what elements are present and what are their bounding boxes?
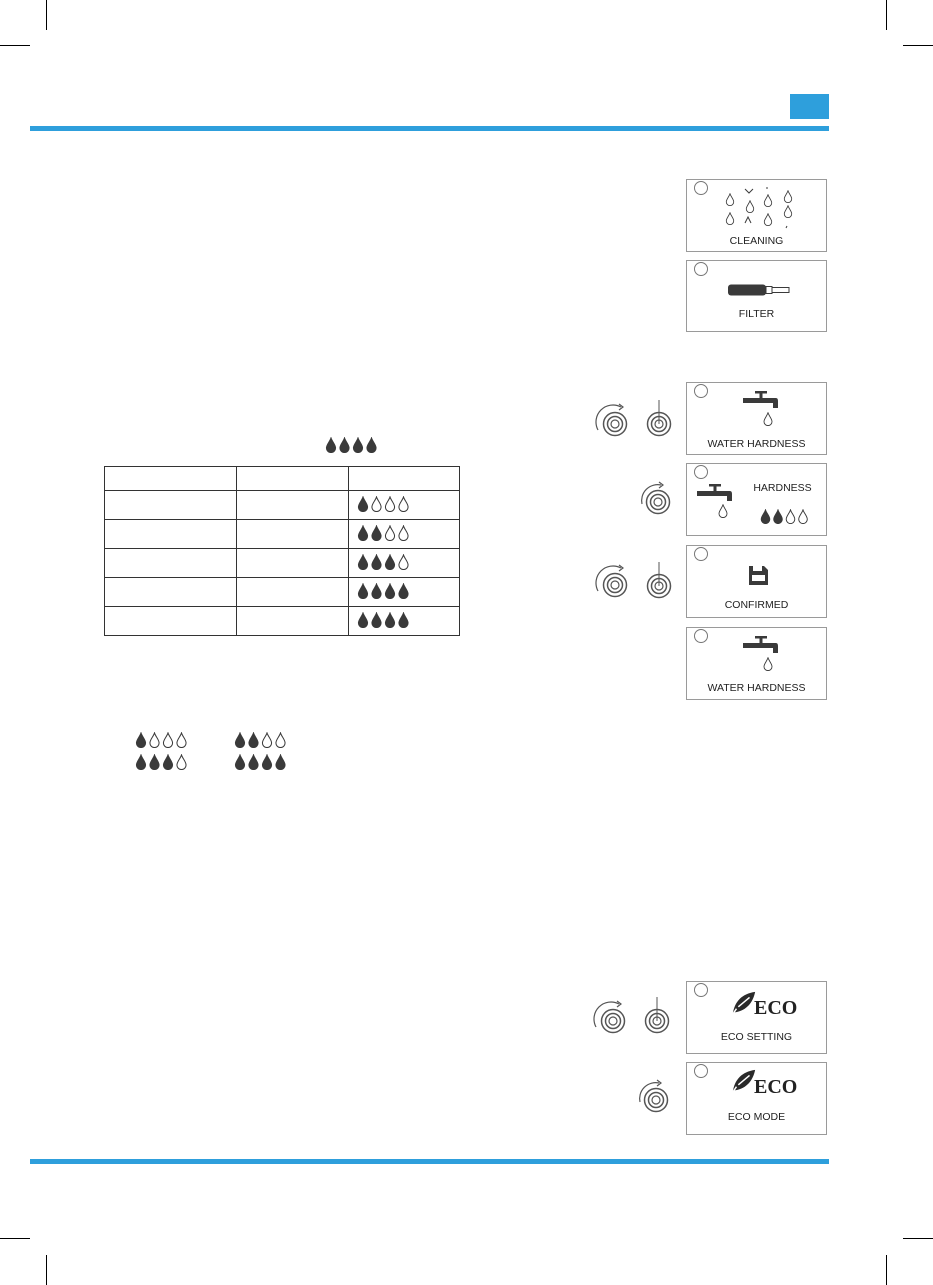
drop-level-icons (357, 496, 410, 512)
drop-level-icons (357, 583, 410, 599)
empty-drop-icon (399, 526, 408, 541)
filled-drop-icon (358, 555, 367, 570)
empty-drop-icon (177, 755, 186, 770)
table-cell (237, 520, 349, 549)
filled-drop-icon (358, 584, 367, 599)
crop-mark (0, 45, 30, 46)
crop-mark (46, 0, 47, 30)
water-drops-icon (723, 186, 797, 232)
table-cell-level (349, 578, 460, 607)
table-row (105, 549, 460, 578)
drop-level-icons (234, 732, 287, 748)
rotate-knob-icon[interactable] (593, 999, 631, 1039)
eco-leaf-icon (729, 990, 757, 1018)
hardness-option (135, 754, 188, 775)
table-cell (105, 578, 237, 607)
table-cell-level (349, 520, 460, 549)
step-number-circle (694, 629, 708, 643)
empty-drop-icon (150, 733, 159, 748)
display-cleaning (686, 179, 827, 252)
section-tab (790, 94, 829, 119)
filled-drop-icon (372, 613, 381, 628)
eco-logo-text: ECO (754, 1076, 798, 1098)
hardness-header-indicator (325, 437, 378, 458)
hardness-options (135, 732, 305, 776)
empty-drop-icon (385, 497, 394, 512)
filled-drop-icon (249, 733, 258, 748)
press-knob-icon[interactable] (642, 997, 672, 1037)
hardness-level-indicator (349, 609, 459, 633)
crop-mark (0, 1238, 30, 1239)
display-label: WATER HARDNESS (707, 682, 806, 694)
drop-level-icons (760, 509, 809, 524)
crop-mark (903, 1238, 933, 1239)
step-number-circle (694, 262, 708, 276)
display-label: ECO SETTING (720, 1031, 793, 1043)
table-cell (105, 491, 237, 520)
display-label: CONFIRMED (724, 599, 789, 611)
display-label: FILTER (738, 308, 775, 320)
display-label: CLEANING (729, 235, 784, 247)
filled-drop-icon (235, 755, 244, 770)
empty-drop-icon (399, 497, 408, 512)
drop-level-icons (135, 754, 188, 770)
filled-drop-icon (235, 733, 244, 748)
step-number-circle (694, 181, 708, 195)
filled-drop-icon (136, 733, 145, 748)
filled-drop-icon (385, 613, 394, 628)
filled-drop-icon (358, 526, 367, 541)
table-cell (105, 520, 237, 549)
table-cell (105, 607, 237, 636)
table-cell-level (349, 549, 460, 578)
table-header-row (105, 467, 460, 491)
header-rule (30, 126, 829, 131)
display-label: ECO MODE (727, 1111, 786, 1123)
drop-level-icons (357, 612, 410, 628)
filled-drop-icon (276, 755, 285, 770)
filled-drop-icon (358, 613, 367, 628)
filled-drop-icon (367, 438, 376, 453)
hardness-level-indicator (349, 580, 459, 604)
table-header-cell (349, 467, 460, 491)
filled-drop-icon (358, 497, 367, 512)
table-row (105, 578, 460, 607)
filter-cartridge-icon (727, 283, 791, 297)
filled-drop-icon (150, 755, 159, 770)
display-hardness-setting (686, 463, 827, 536)
filled-drop-icon (262, 755, 271, 770)
filled-drop-icon (385, 584, 394, 599)
hardness-level-indicator (349, 551, 459, 575)
drop-level-icons (357, 525, 410, 541)
display-filter (686, 260, 827, 332)
empty-drop-icon (276, 733, 285, 748)
empty-drop-icon (163, 733, 172, 748)
table-cell (237, 549, 349, 578)
step-number-circle (694, 983, 708, 997)
drop-level-icons (357, 554, 410, 570)
rotate-knob-icon[interactable] (634, 1078, 672, 1118)
hardness-level-indicator (349, 493, 459, 517)
empty-drop-icon (385, 526, 394, 541)
display-label: WATER HARDNESS (707, 438, 806, 450)
filled-drop-icon (340, 438, 349, 453)
step-number-circle (694, 1064, 708, 1078)
table-header-cell (237, 467, 349, 491)
water-drop-icon (718, 504, 728, 518)
filled-drop-icon (136, 755, 145, 770)
eco-leaf-icon (729, 1068, 757, 1096)
empty-drop-icon (177, 733, 186, 748)
display-confirmed (686, 545, 827, 618)
table-cell-level (349, 607, 460, 636)
save-icon (747, 564, 770, 587)
empty-drop-icon (786, 510, 795, 524)
filled-drop-icon (399, 584, 408, 599)
crop-mark (886, 1255, 887, 1285)
empty-drop-icon (799, 510, 808, 524)
display-label: HARDNESS (753, 482, 812, 494)
step-number-circle (694, 547, 708, 561)
table-cell (105, 549, 237, 578)
table-row (105, 607, 460, 636)
table-cell-level (349, 491, 460, 520)
press-knob-icon[interactable] (644, 400, 674, 440)
display-water-hardness-2 (686, 627, 827, 700)
hardness-level-indicator (349, 522, 459, 546)
drop-level-icons (234, 754, 287, 770)
hardness-option (234, 754, 287, 775)
crop-mark (903, 45, 933, 46)
filled-drop-icon (372, 555, 381, 570)
empty-drop-icon (262, 733, 271, 748)
filled-drop-icon (761, 510, 770, 524)
tap-icon (743, 636, 779, 660)
display-eco-setting (686, 981, 827, 1054)
press-knob-icon[interactable] (644, 562, 674, 602)
table-row (105, 491, 460, 520)
footer-rule (30, 1159, 829, 1164)
rotate-knob-icon[interactable] (595, 563, 633, 603)
table-cell (237, 607, 349, 636)
table-cell (237, 491, 349, 520)
empty-drop-icon (372, 497, 381, 512)
filled-drop-icon (385, 555, 394, 570)
filled-drop-icon (249, 755, 258, 770)
filled-drop-icon (326, 438, 335, 453)
table-row (105, 520, 460, 549)
display-water-hardness (686, 382, 827, 455)
hardness-option (234, 732, 287, 753)
crop-mark (886, 0, 887, 30)
crop-mark (46, 1255, 47, 1285)
hardness-option (135, 732, 188, 753)
eco-logo-text: ECO (754, 997, 798, 1019)
step-number-circle (694, 465, 708, 479)
display-eco-mode (686, 1062, 827, 1135)
empty-drop-icon (399, 555, 408, 570)
drop-level-icons (325, 437, 378, 453)
filled-drop-icon (353, 438, 362, 453)
rotate-knob-icon[interactable] (636, 480, 674, 520)
filled-drop-icon (774, 510, 783, 524)
filled-drop-icon (163, 755, 172, 770)
rotate-knob-icon[interactable] (595, 402, 633, 442)
filled-drop-icon (399, 613, 408, 628)
water-drop-icon (763, 412, 773, 426)
filled-drop-icon (372, 584, 381, 599)
hardness-table (104, 466, 460, 636)
step-number-circle (694, 384, 708, 398)
tap-icon (743, 391, 779, 415)
table-cell (237, 578, 349, 607)
table-header-cell (105, 467, 237, 491)
water-drop-icon (763, 657, 773, 671)
filled-drop-icon (372, 526, 381, 541)
drop-level-icons (135, 732, 188, 748)
